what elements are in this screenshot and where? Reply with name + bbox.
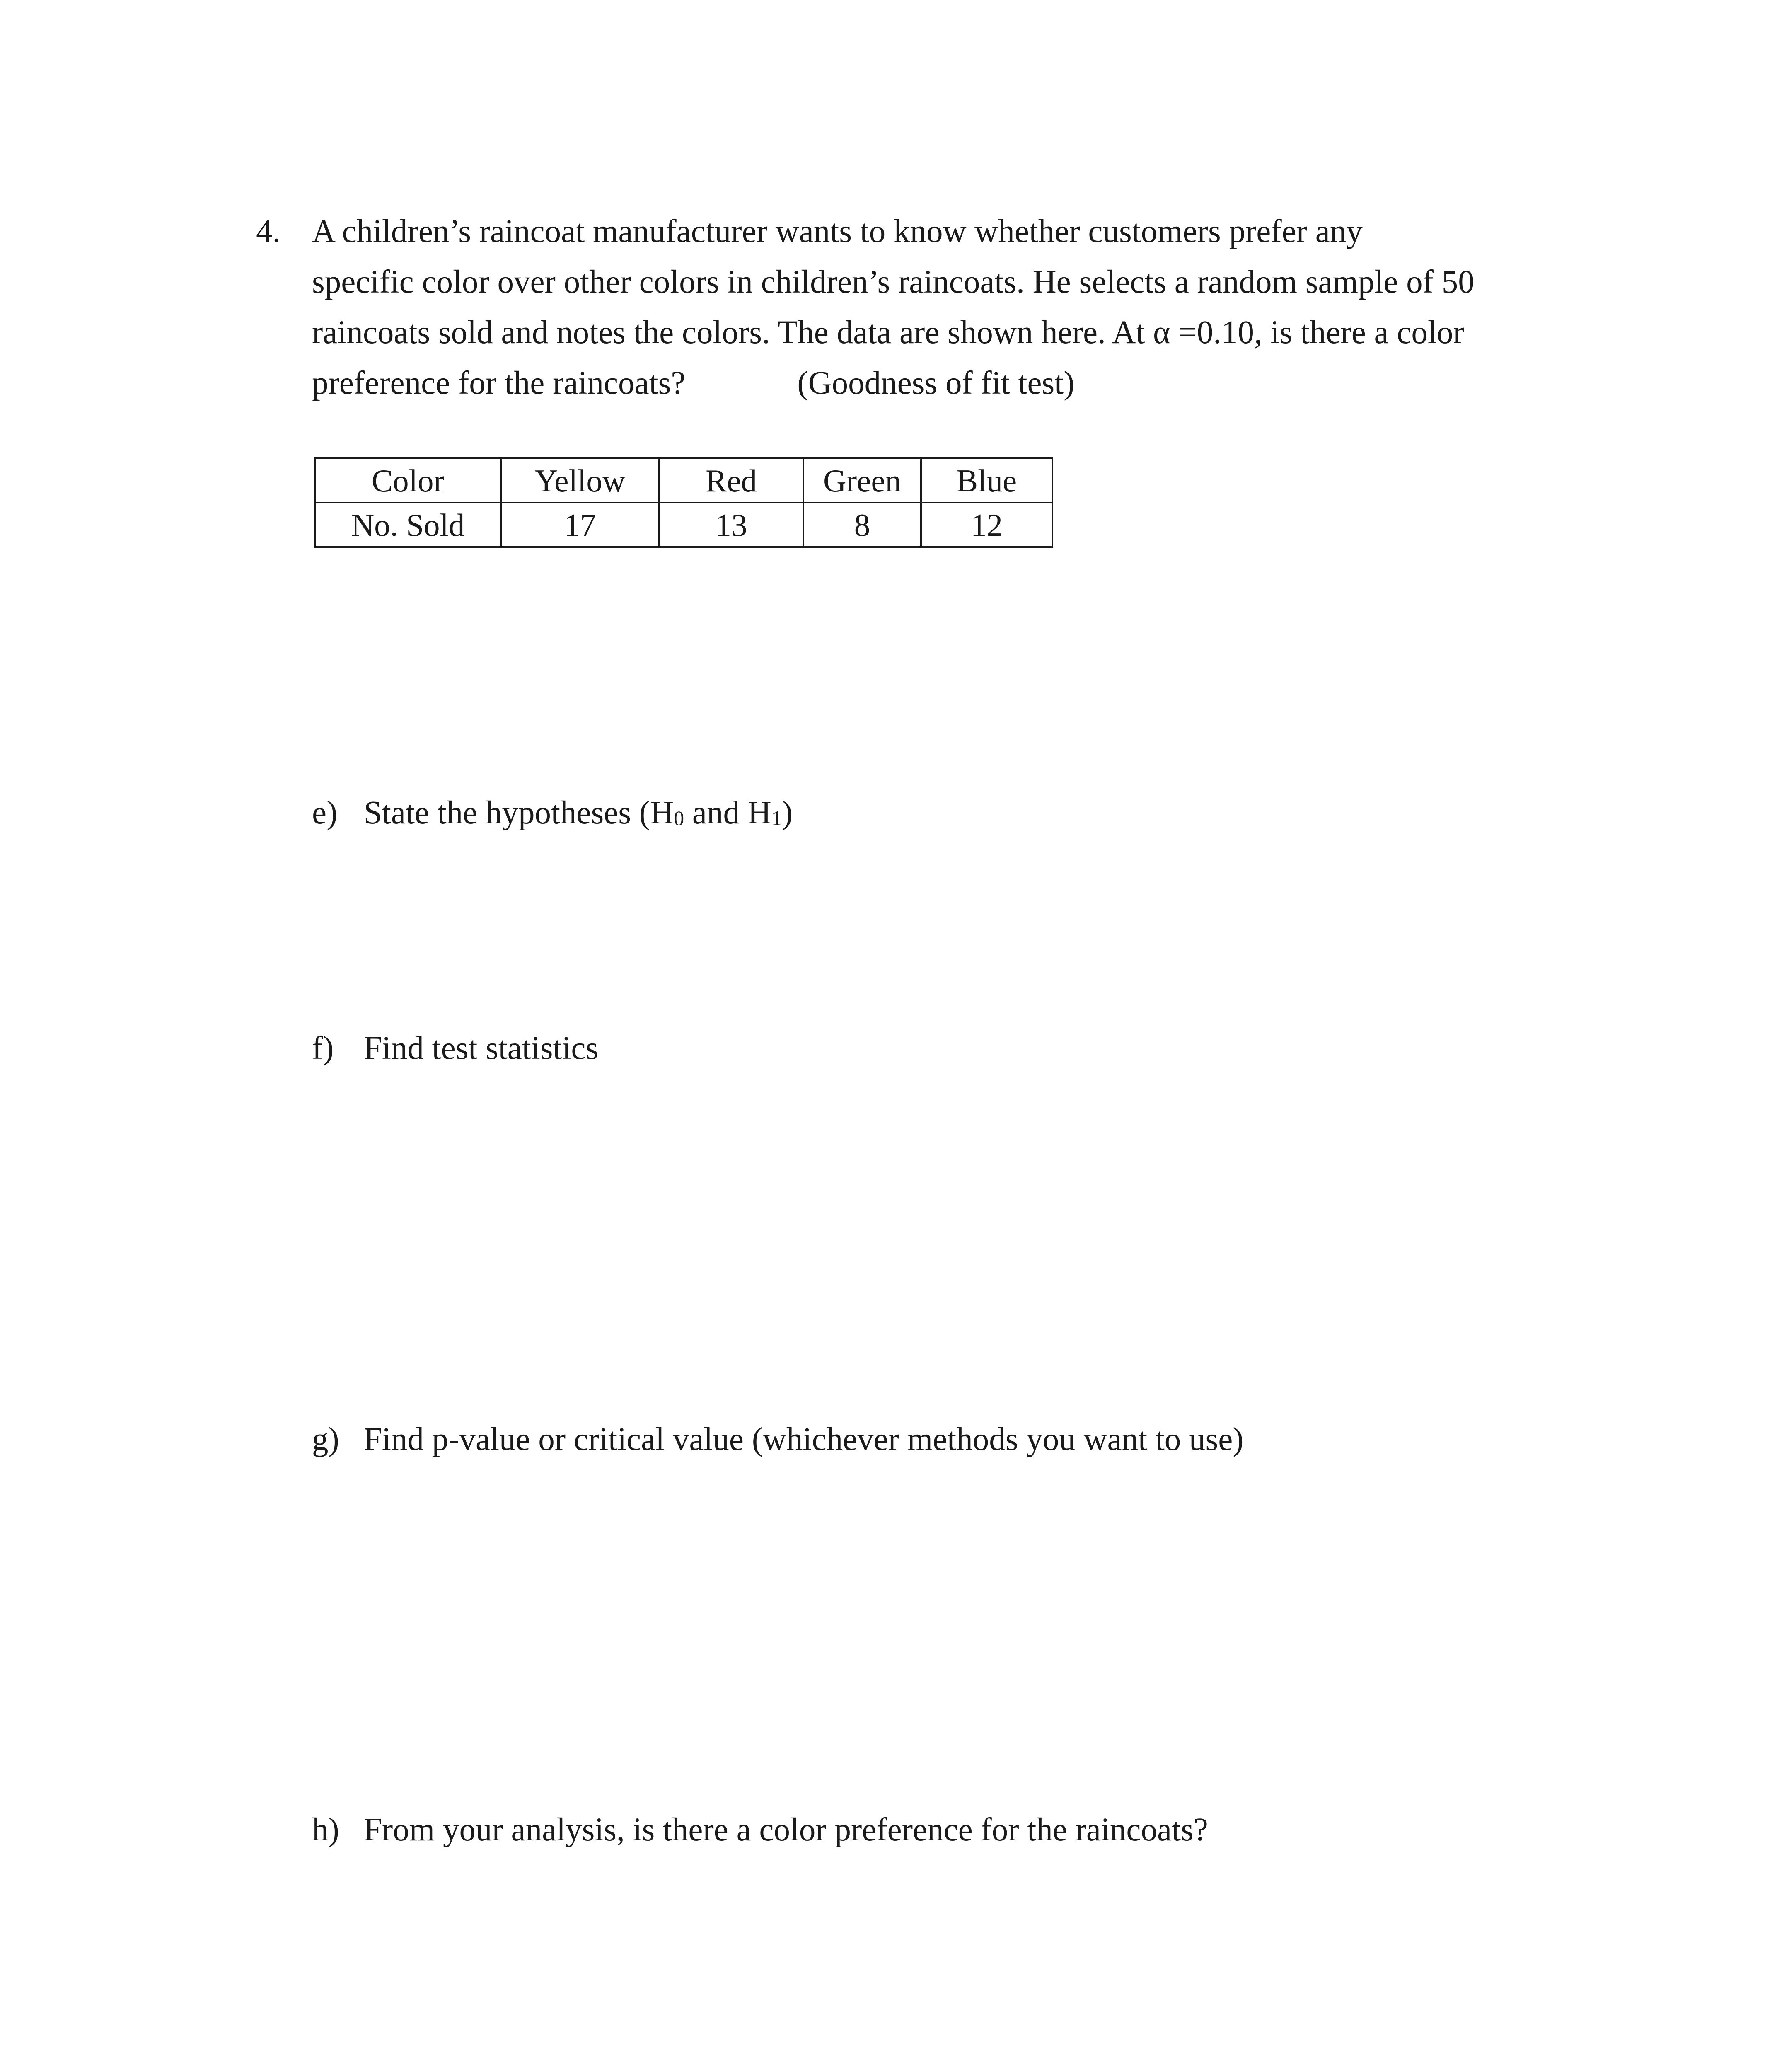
table-header-row (315, 458, 1052, 503)
part-text (364, 795, 793, 831)
question-line-4 (312, 358, 1605, 409)
question-line-3: raincoats sold and notes the colors. The data are shown here. At α =0.10, is there a color (312, 315, 1464, 351)
table-cell: 12 (921, 503, 1052, 547)
table-cell: Green (803, 458, 921, 503)
part-e (312, 792, 793, 839)
part-letter: f) (312, 1030, 334, 1066)
question-last-line: preference for the raincoats? (312, 365, 686, 401)
part-text: Find test statistics (364, 1030, 599, 1066)
part-text-segment: ) (781, 795, 793, 831)
subscript-zero: 0 (674, 806, 684, 830)
table-cell: 8 (803, 503, 921, 547)
question-line-2: specific color over other colors in children’s raincoats. He selects a random sample of 50 (312, 264, 1475, 300)
part-h (312, 1809, 1208, 1851)
table-cell: 13 (659, 503, 803, 547)
question-text (312, 206, 1605, 409)
test-hint: (Goodness of fit test) (797, 365, 1075, 401)
part-text-segment: and H (684, 795, 771, 831)
table-cell: Blue (921, 458, 1052, 503)
color-sales-table (314, 457, 1053, 548)
table-row (315, 503, 1052, 547)
question-number: 4. (256, 213, 281, 249)
table-cell: Color (315, 458, 501, 503)
part-letter: h) (312, 1812, 339, 1848)
part-letter: e) (312, 795, 338, 831)
table-cell: Yellow (501, 458, 659, 503)
table-cell: 17 (501, 503, 659, 547)
table-cell: Red (659, 458, 803, 503)
part-letter: g) (312, 1421, 339, 1457)
question-line-1: A children’s raincoat manufacturer wants to know whether customers prefer any (312, 213, 1363, 249)
table-cell: No. Sold (315, 503, 501, 547)
part-f (312, 1028, 598, 1069)
subscript-one: 1 (771, 806, 782, 830)
part-text: From your analysis, is there a color preference for the raincoats? (364, 1812, 1208, 1848)
part-text: Find p-value or critical value (whichever methods you want to use) (364, 1421, 1244, 1457)
part-text-segment: State the hypotheses (H (364, 795, 674, 831)
part-g (312, 1419, 1244, 1460)
